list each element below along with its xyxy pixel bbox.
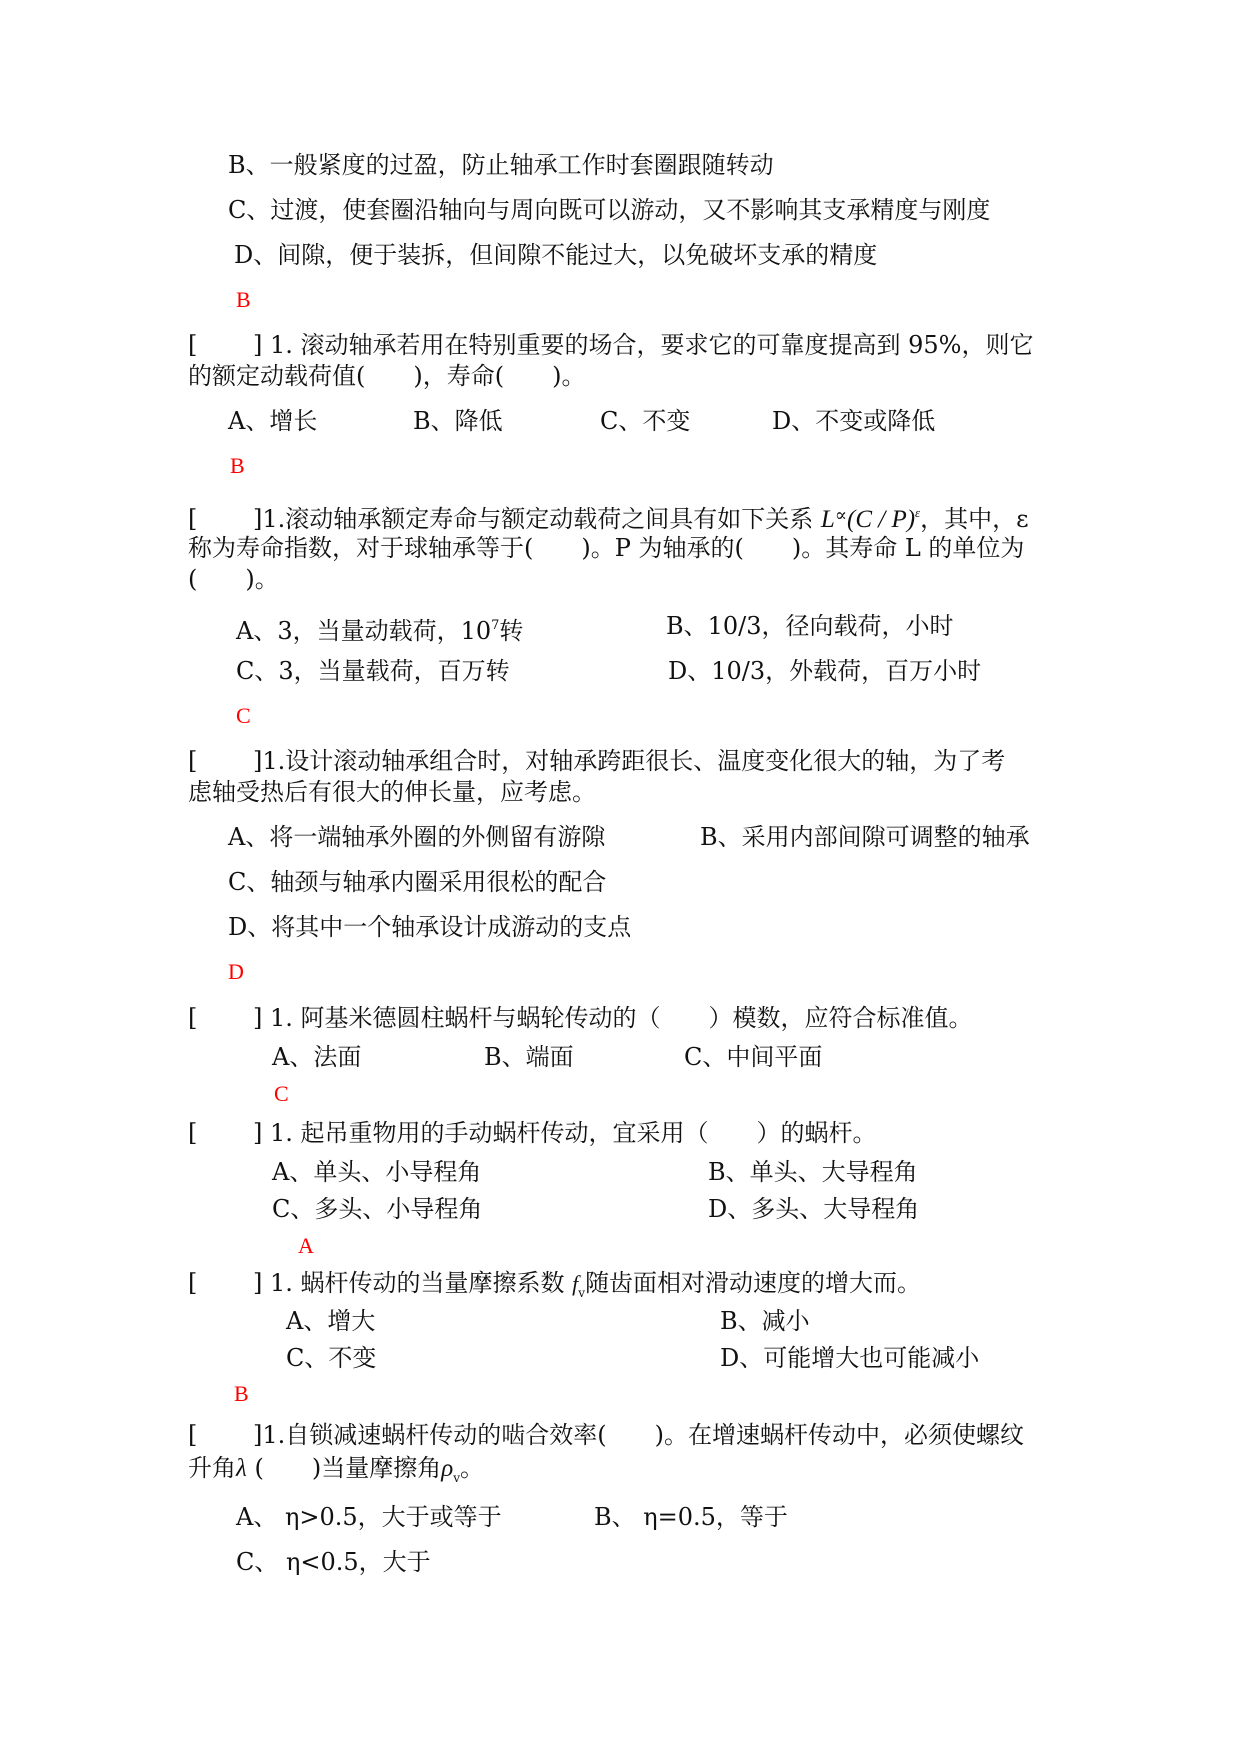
option-c: C、多头、小导程角 xyxy=(272,1195,483,1223)
question-text: 。 xyxy=(459,1454,484,1482)
option-a xyxy=(236,611,523,646)
proportional-icon: ∝ xyxy=(834,505,847,525)
answer: D xyxy=(228,959,244,984)
question-text: ，其中，ε xyxy=(920,505,1029,533)
formula-exponent: ε xyxy=(915,505,921,520)
answer: B xyxy=(236,287,251,312)
option-a-unit: 转 xyxy=(499,617,524,645)
question-line: 称为寿命指数，对于球轴承等于( )。P 为轴承的( )。其寿命 L 的单位为 xyxy=(188,534,1025,562)
option-d: D、多头、大导程角 xyxy=(708,1195,920,1223)
answer: B xyxy=(234,1381,249,1406)
question-text: [ ]1.滚动轴承额定寿命与额定动载荷之间具有如下关系 xyxy=(188,505,814,533)
question-text: 升角 xyxy=(188,1454,236,1482)
option-b: B、 η=0.5，等于 xyxy=(594,1503,788,1531)
question-line: 的额定动载荷值( )，寿命( )。 xyxy=(188,362,586,390)
option-d: D、间隙，便于装拆，但间隙不能过大，以免破坏支承的精度 xyxy=(234,241,878,269)
option-a: A、 η>0.5，大于或等于 xyxy=(236,1503,502,1531)
option-c: C、中间平面 xyxy=(684,1043,823,1071)
question-text: 随齿面相对滑动速度的增大而。 xyxy=(585,1269,922,1297)
question-line xyxy=(188,498,1029,535)
answer: B xyxy=(230,453,245,478)
option-b: B、10/3，径向载荷，小时 xyxy=(666,612,954,640)
question-line xyxy=(188,1453,484,1493)
answer: A xyxy=(298,1233,314,1258)
option-c: C、过渡，使套圈沿轴向与周向既可以游动，又不影响其支承精度与刚度 xyxy=(228,196,991,224)
answer: C xyxy=(274,1081,289,1106)
option-a-text: A、3，当量动载荷，10 xyxy=(236,617,492,645)
option-d: D、10/3，外载荷，百万小时 xyxy=(668,657,982,685)
option-b: B、降低 xyxy=(413,407,503,435)
question-line: 虑轴受热后有很大的伸长量，应考虑。 xyxy=(188,778,596,806)
option-a: A、法面 xyxy=(272,1043,362,1071)
question-line: [ ] 1. 阿基米德圆柱蜗杆与蜗轮传动的（ ）模数，应符合标准值。 xyxy=(188,1004,973,1032)
question-line: [ ]1.自锁减速蜗杆传动的啮合效率( )。在增速蜗杆传动中，必须使螺纹 xyxy=(188,1421,1024,1449)
friction-coefficient-subscript: v xyxy=(578,1286,586,1300)
lead-angle-symbol: λ xyxy=(236,1455,247,1482)
formula-body: (C / P) xyxy=(847,506,916,533)
friction-angle-symbol: ρ xyxy=(441,1455,454,1482)
option-c: C、 η<0.5，大于 xyxy=(236,1548,431,1576)
option-a: A、将一端轴承外圈的外侧留有游隙 xyxy=(228,823,606,851)
option-a-exponent: 7 xyxy=(491,618,500,633)
question-line: [ ]1.设计滚动轴承组合时，对轴承跨距很长、温度变化很大的轴，为了考 xyxy=(188,747,1006,775)
option-d: D、不变或降低 xyxy=(772,407,936,435)
option-c: C、不变 xyxy=(600,407,691,435)
question-line: ( )。 xyxy=(188,565,279,593)
question-line: [ ] 1. 滚动轴承若用在特别重要的场合，要求它的可靠度提高到 95%，则它 xyxy=(188,331,1034,359)
option-c: C、不变 xyxy=(286,1344,377,1372)
option-a: A、增长 xyxy=(228,407,318,435)
option-b: B、采用内部间隙可调整的轴承 xyxy=(700,823,1030,851)
option-d: D、可能增大也可能减小 xyxy=(720,1344,980,1372)
option-a: A、单头、小导程角 xyxy=(272,1158,482,1186)
question-text: [ ] 1. 蜗杆传动的当量摩擦系数 xyxy=(188,1269,565,1297)
option-d: D、将其中一个轴承设计成游动的支点 xyxy=(228,913,632,941)
answer: C xyxy=(236,703,251,728)
question-line xyxy=(188,1268,921,1308)
option-b: B、端面 xyxy=(484,1043,574,1071)
option-a: A、增大 xyxy=(286,1307,376,1335)
option-c: C、轴颈与轴承内圈采用很松的配合 xyxy=(228,868,607,896)
friction-coefficient-symbol: f xyxy=(572,1271,579,1296)
formula-l: L xyxy=(820,506,835,533)
friction-angle-subscript: v xyxy=(453,1471,460,1485)
question-line: [ ] 1. 起吊重物用的手动蜗杆传动，宜采用（ ）的蜗杆。 xyxy=(188,1119,877,1147)
option-b: B、一般紧度的过盈，防止轴承工作时套圈跟随转动 xyxy=(228,151,774,179)
option-b: B、减小 xyxy=(720,1307,810,1335)
option-c: C、3，当量载荷，百万转 xyxy=(236,657,510,685)
question-text: ( )当量摩擦角 xyxy=(254,1454,442,1482)
option-b: B、单头、大导程角 xyxy=(708,1158,918,1186)
